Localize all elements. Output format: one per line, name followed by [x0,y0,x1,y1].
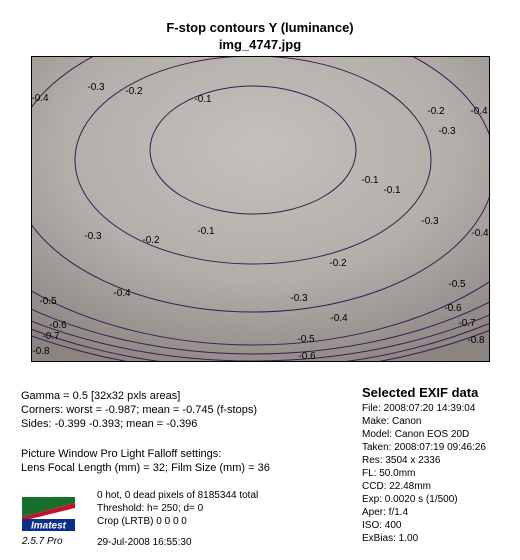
contour-label: -0.6 [298,351,316,362]
date-text: 29-Jul-2008 16:55:30 [97,537,192,548]
exif-heading: Selected EXIF data [362,385,479,400]
chart-subtitle: img_4747.jpg [218,37,302,52]
gamma-text: Gamma = 0.5 [32x32 pxls areas] [21,390,181,402]
contour-label: -0.5 [448,279,466,290]
exif-taken: Taken: 2008:07:19 09:46:26 [362,442,486,453]
contour-label: -0.4 [31,93,49,104]
exif-ccd: CCD: 22.48mm [362,481,431,492]
contour-label: -0.2 [142,235,160,246]
contour-label: -0.1 [383,185,401,196]
contour-label: -0.3 [290,293,308,304]
exif-res: Res: 3504 x 2336 [362,455,441,466]
exif-exbias: ExBias: 1.00 [362,533,419,544]
pixels-text: 0 hot, 0 dead pixels of 8185344 total [97,490,259,501]
contour-plot [31,56,490,362]
contour-label: -0.6 [444,303,462,314]
contour-label: -0.4 [113,288,131,299]
contour-label: -0.4 [471,228,489,239]
exif-make: Make: Canon [362,416,422,427]
exif-file: File: 2008:07:20 14:39:04 [362,403,476,414]
contour-label: -0.3 [84,231,102,242]
contour-label: -0.2 [125,86,143,97]
imatest-logo [20,495,77,532]
contour-label: -0.7 [458,318,476,329]
contour-label: -0.3 [421,216,439,227]
contour-label: -0.1 [194,94,212,105]
sides-text: Sides: -0.399 -0.393; mean = -0.396 [21,418,198,430]
contour-label: -0.8 [32,346,50,357]
contour-label: -0.5 [297,334,315,345]
contour-label: -0.2 [427,106,445,117]
contour-label: -0.1 [197,226,215,237]
contour-label: -0.3 [438,126,456,137]
version-text: 2.5.7 Pro [22,536,63,547]
contour-label: -0.7 [42,331,60,342]
contour-label: -0.8 [467,335,485,346]
exif-model: Model: Canon EOS 20D [362,429,470,440]
contour-label: -0.6 [49,320,67,331]
pw-settings-title: Picture Window Pro Light Falloff settings: [21,448,222,460]
chart-title: F-stop contours Y (luminance) [166,20,354,35]
exif-exp: Exp: 0.0020 s (1/500) [362,494,458,505]
contour-label: -0.1 [361,175,379,186]
exif-aper: Aper: f/1.4 [362,507,409,518]
contour-label: -0.3 [87,82,105,93]
crop-text: Crop (LRTB) 0 0 0 0 [97,516,187,527]
logo-text: Imatest [30,520,67,532]
corners-text: Corners: worst = -0.987; mean = -0.745 (f-stops) [21,404,257,416]
contour-label: -0.4 [470,106,488,117]
contour-label: -0.2 [329,258,347,269]
exif-iso: ISO: 400 [362,520,402,531]
exif-fl: FL: 50.0mm [362,468,416,479]
threshold-text: Threshold: h= 250; d= 0 [97,503,204,514]
contour-label: -0.4 [330,313,348,324]
contour-label: -0.5 [39,296,57,307]
pw-settings-values: Lens Focal Length (mm) = 32; Film Size (mm) = 36 [21,462,270,474]
